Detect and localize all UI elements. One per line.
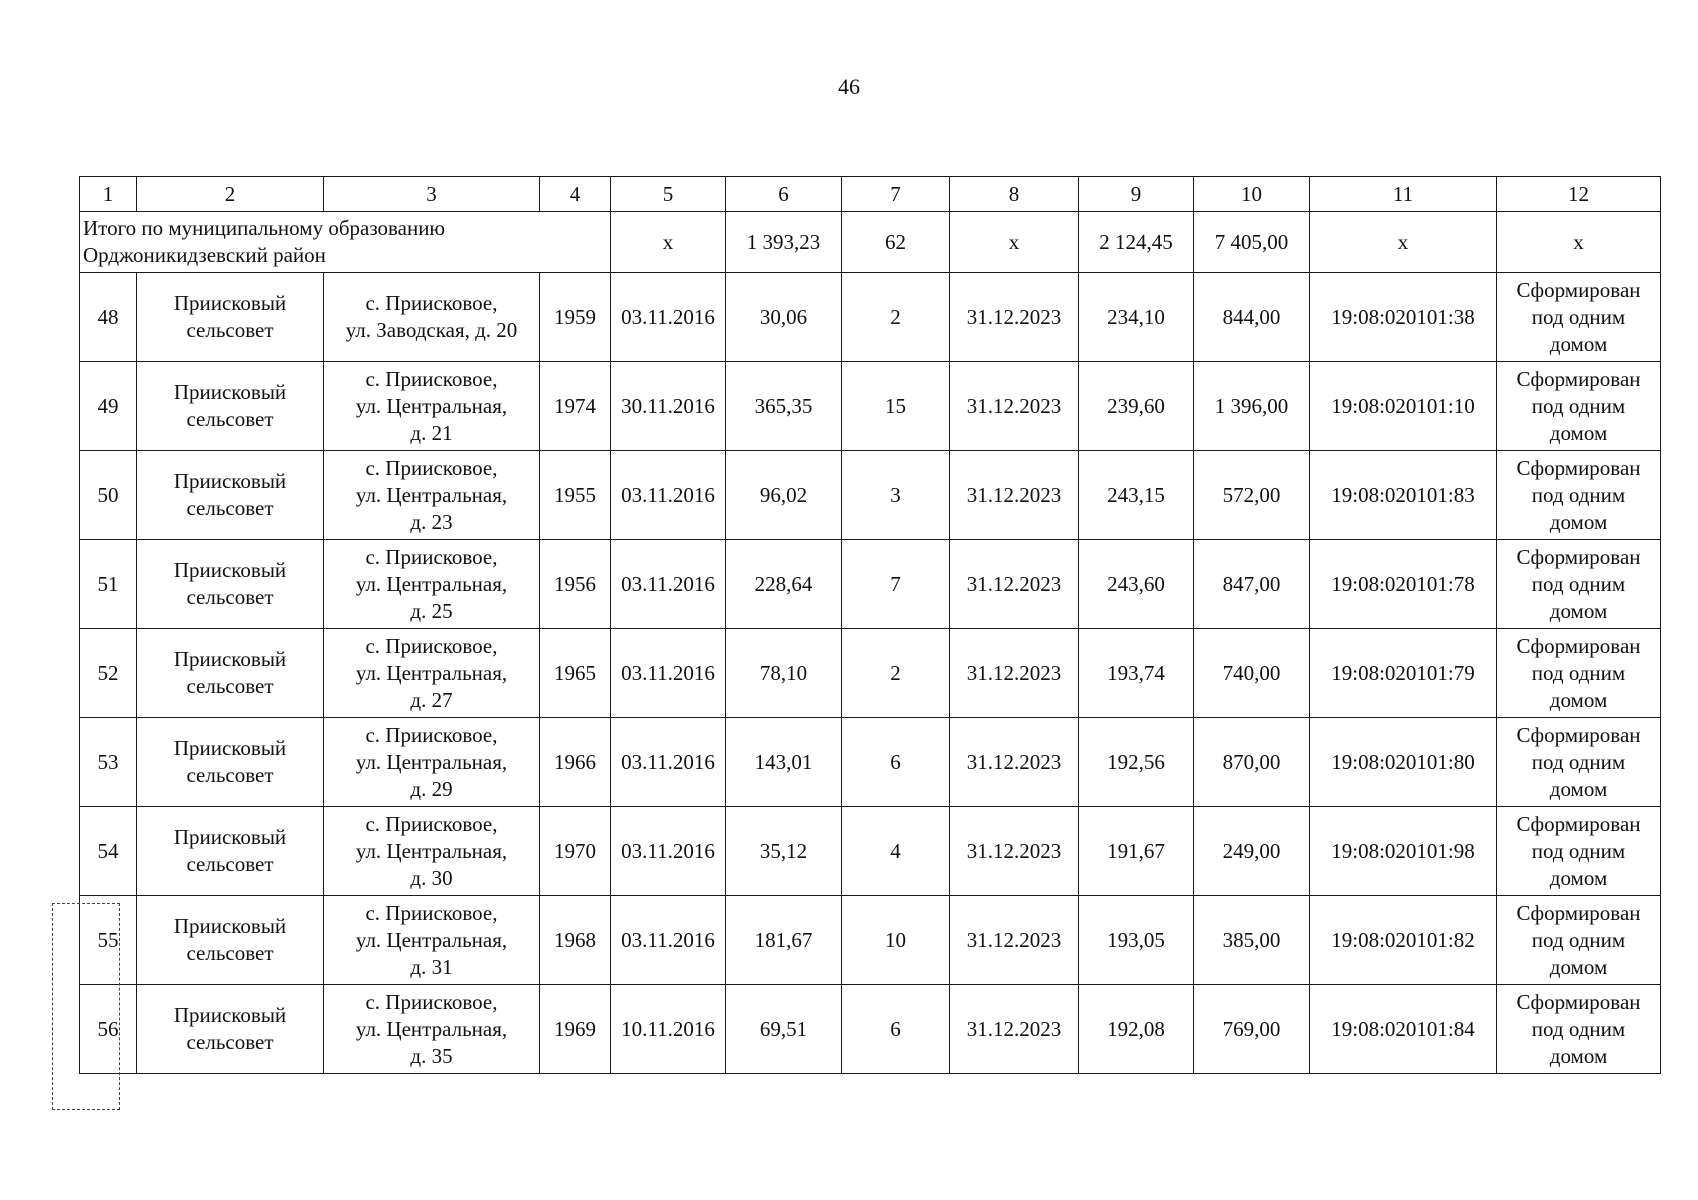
municipality-line: сельсовет [186, 585, 274, 609]
land-status-line: под одним [1531, 304, 1626, 329]
resettlement-deadline: 31.12.2023 [950, 273, 1079, 362]
address [324, 451, 540, 540]
land-status-line: домом [1549, 331, 1608, 356]
building-area: 193,05 [1079, 896, 1194, 985]
year-built: 1955 [540, 451, 611, 540]
table-row [80, 629, 1661, 718]
municipality-line: Приисковый [173, 380, 287, 404]
municipality-line: сельсовет [186, 318, 274, 342]
address-line: с. Приисковое, [365, 900, 498, 925]
column-number: 9 [1079, 177, 1194, 212]
address-line: д. 23 [410, 509, 453, 534]
municipality-line: сельсовет [186, 941, 274, 965]
land-status-line: под одним [1531, 1016, 1626, 1041]
address-line: с. Приисковое, [365, 366, 498, 391]
land-status-line: под одним [1531, 749, 1626, 774]
cadastral-number: 19:08:020101:83 [1310, 451, 1497, 540]
resettled-area: 30,06 [726, 273, 842, 362]
table-row [80, 718, 1661, 807]
recognition-date: 03.11.2016 [611, 807, 726, 896]
total-cell: 1 393,23 [726, 212, 842, 273]
address-line: с. Приисковое, [365, 544, 498, 569]
column-number: 5 [611, 177, 726, 212]
row-number: 52 [80, 629, 137, 718]
municipality [137, 718, 324, 807]
address [324, 362, 540, 451]
municipality-line: Приисковый [173, 291, 287, 315]
resettlement-deadline: 31.12.2023 [950, 896, 1079, 985]
total-cell: 7 405,00 [1194, 212, 1310, 273]
building-area: 192,08 [1079, 985, 1194, 1074]
resettlement-deadline: 31.12.2023 [950, 718, 1079, 807]
municipality-line: сельсовет [186, 674, 274, 698]
column-number-row [80, 177, 1661, 212]
land-area: 844,00 [1194, 273, 1310, 362]
cadastral-number: 19:08:020101:80 [1310, 718, 1497, 807]
address-line: с. Приисковое, [365, 722, 498, 747]
row-number: 54 [80, 807, 137, 896]
address-line: ул. Центральная, [355, 749, 508, 774]
land-status [1497, 540, 1661, 629]
land-status [1497, 362, 1661, 451]
residents-count: 4 [842, 807, 950, 896]
building-area: 191,67 [1079, 807, 1194, 896]
year-built: 1966 [540, 718, 611, 807]
total-label [80, 212, 611, 273]
residents-count: 2 [842, 273, 950, 362]
year-built: 1965 [540, 629, 611, 718]
land-area: 385,00 [1194, 896, 1310, 985]
municipality-line: сельсовет [186, 496, 274, 520]
column-number: 6 [726, 177, 842, 212]
row-number: 53 [80, 718, 137, 807]
municipality-line: Приисковый [173, 647, 287, 671]
column-number: 2 [137, 177, 324, 212]
column-number: 8 [950, 177, 1079, 212]
cadastral-number: 19:08:020101:38 [1310, 273, 1497, 362]
building-area: 243,60 [1079, 540, 1194, 629]
row-number: 56 [80, 985, 137, 1074]
address-line: ул. Центральная, [355, 1016, 508, 1041]
land-status-line: домом [1549, 865, 1608, 890]
resettled-area: 365,35 [726, 362, 842, 451]
land-status-line: Сформирован [1516, 366, 1641, 391]
municipality [137, 629, 324, 718]
row-number: 49 [80, 362, 137, 451]
municipality [137, 451, 324, 540]
municipality-line: Приисковый [173, 1003, 287, 1027]
land-status-line: домом [1549, 954, 1608, 979]
column-number: 4 [540, 177, 611, 212]
land-status [1497, 718, 1661, 807]
residents-count: 3 [842, 451, 950, 540]
total-cell: 2 124,45 [1079, 212, 1194, 273]
building-area: 243,15 [1079, 451, 1194, 540]
land-area: 249,00 [1194, 807, 1310, 896]
land-status-line: Сформирован [1516, 989, 1641, 1014]
land-status [1497, 629, 1661, 718]
recognition-date: 03.11.2016 [611, 629, 726, 718]
row-number: 48 [80, 273, 137, 362]
table-row [80, 985, 1661, 1074]
municipality [137, 985, 324, 1074]
municipality-line: сельсовет [186, 1030, 274, 1054]
address-line: ул. Центральная, [355, 393, 508, 418]
total-label-line: Орджоникидзевский район [83, 243, 326, 267]
page-number: 46 [838, 74, 860, 99]
address-line: д. 27 [410, 687, 453, 712]
column-number: 3 [324, 177, 540, 212]
cadastral-number: 19:08:020101:78 [1310, 540, 1497, 629]
address-line: ул. Центральная, [355, 927, 508, 952]
building-area: 234,10 [1079, 273, 1194, 362]
total-cell: х [1310, 212, 1497, 273]
land-status-line: Сформирован [1516, 277, 1641, 302]
residents-count: 2 [842, 629, 950, 718]
land-area: 847,00 [1194, 540, 1310, 629]
row-number: 55 [80, 896, 137, 985]
address-line: ул. Заводская, д. 20 [345, 318, 518, 342]
year-built: 1969 [540, 985, 611, 1074]
address-line: ул. Центральная, [355, 660, 508, 685]
table-row [80, 273, 1661, 362]
recognition-date: 03.11.2016 [611, 896, 726, 985]
land-status-line: домом [1549, 687, 1608, 712]
residents-count: 15 [842, 362, 950, 451]
cadastral-number: 19:08:020101:98 [1310, 807, 1497, 896]
land-status-line: под одним [1531, 393, 1626, 418]
total-cell: 62 [842, 212, 950, 273]
resettled-area: 181,67 [726, 896, 842, 985]
housing-registry-table [79, 176, 1661, 1074]
recognition-date: 03.11.2016 [611, 273, 726, 362]
land-status-line: домом [1549, 509, 1608, 534]
recognition-date: 03.11.2016 [611, 451, 726, 540]
resettled-area: 96,02 [726, 451, 842, 540]
recognition-date: 03.11.2016 [611, 540, 726, 629]
cadastral-number: 19:08:020101:79 [1310, 629, 1497, 718]
resettlement-deadline: 31.12.2023 [950, 807, 1079, 896]
municipality-line: Приисковый [173, 825, 287, 849]
address-line: с. Приисковое, [365, 291, 498, 315]
land-status [1497, 807, 1661, 896]
column-number: 7 [842, 177, 950, 212]
year-built: 1974 [540, 362, 611, 451]
residents-count: 6 [842, 718, 950, 807]
land-status-line: домом [1549, 420, 1608, 445]
address-line: ул. Центральная, [355, 571, 508, 596]
land-status-line: Сформирован [1516, 455, 1641, 480]
total-cell: х [611, 212, 726, 273]
address [324, 896, 540, 985]
archive-stamp [52, 903, 120, 1110]
address-line: д. 29 [410, 776, 453, 801]
resettled-area: 143,01 [726, 718, 842, 807]
residents-count: 7 [842, 540, 950, 629]
recognition-date: 03.11.2016 [611, 718, 726, 807]
building-area: 192,56 [1079, 718, 1194, 807]
address-line: с. Приисковое, [365, 811, 498, 836]
cadastral-number: 19:08:020101:82 [1310, 896, 1497, 985]
recognition-date: 30.11.2016 [611, 362, 726, 451]
land-status [1497, 273, 1661, 362]
municipality [137, 362, 324, 451]
municipality-line: Приисковый [173, 914, 287, 938]
column-number: 12 [1497, 177, 1661, 212]
building-area: 239,60 [1079, 362, 1194, 451]
table-row [80, 362, 1661, 451]
address [324, 629, 540, 718]
address [324, 540, 540, 629]
year-built: 1968 [540, 896, 611, 985]
municipality [137, 540, 324, 629]
address-line: д. 25 [410, 598, 453, 623]
address [324, 807, 540, 896]
land-status-line: Сформирован [1516, 811, 1641, 836]
land-status-line: под одним [1531, 660, 1626, 685]
residents-count: 6 [842, 985, 950, 1074]
address-line: с. Приисковое, [365, 989, 498, 1014]
year-built: 1956 [540, 540, 611, 629]
municipality-line: Приисковый [173, 469, 287, 493]
resettled-area: 69,51 [726, 985, 842, 1074]
column-number: 11 [1310, 177, 1497, 212]
address-line: д. 31 [410, 954, 453, 979]
residents-count: 10 [842, 896, 950, 985]
resettled-area: 78,10 [726, 629, 842, 718]
municipality-line: Приисковый [173, 736, 287, 760]
municipality-line: сельсовет [186, 763, 274, 787]
total-cell: х [1497, 212, 1661, 273]
total-row [80, 212, 1661, 273]
address-line: ул. Центральная, [355, 482, 508, 507]
land-area: 1 396,00 [1194, 362, 1310, 451]
resettlement-deadline: 31.12.2023 [950, 540, 1079, 629]
address-line: д. 35 [410, 1043, 453, 1068]
land-area: 572,00 [1194, 451, 1310, 540]
municipality [137, 896, 324, 985]
column-number: 1 [80, 177, 137, 212]
land-status-line: под одним [1531, 571, 1626, 596]
land-status-line: под одним [1531, 482, 1626, 507]
column-number: 10 [1194, 177, 1310, 212]
land-status [1497, 896, 1661, 985]
land-status-line: Сформирован [1516, 900, 1641, 925]
land-status [1497, 451, 1661, 540]
recognition-date: 10.11.2016 [611, 985, 726, 1074]
building-area: 193,74 [1079, 629, 1194, 718]
address-line: ул. Центральная, [355, 838, 508, 863]
row-number: 51 [80, 540, 137, 629]
address-line: д. 21 [410, 420, 453, 445]
land-status-line: домом [1549, 598, 1608, 623]
municipality-line: сельсовет [186, 407, 274, 431]
land-status-line: под одним [1531, 838, 1626, 863]
address-line: д. 30 [410, 865, 453, 890]
year-built: 1959 [540, 273, 611, 362]
municipality-line: сельсовет [186, 852, 274, 876]
land-status-line: домом [1549, 1043, 1608, 1068]
land-status-line: домом [1549, 776, 1608, 801]
table-row [80, 896, 1661, 985]
land-status-line: Сформирован [1516, 544, 1641, 569]
table-row [80, 807, 1661, 896]
land-status-line: под одним [1531, 927, 1626, 952]
land-area: 740,00 [1194, 629, 1310, 718]
land-area: 769,00 [1194, 985, 1310, 1074]
land-status [1497, 985, 1661, 1074]
land-area: 870,00 [1194, 718, 1310, 807]
address-line: с. Приисковое, [365, 633, 498, 658]
table-row [80, 540, 1661, 629]
year-built: 1970 [540, 807, 611, 896]
resettlement-deadline: 31.12.2023 [950, 985, 1079, 1074]
resettlement-deadline: 31.12.2023 [950, 362, 1079, 451]
resettlement-deadline: 31.12.2023 [950, 451, 1079, 540]
total-label-line: Итого по муниципальному образованию [83, 216, 446, 240]
land-status-line: Сформирован [1516, 722, 1641, 747]
resettled-area: 35,12 [726, 807, 842, 896]
address-line: с. Приисковое, [365, 455, 498, 480]
address [324, 718, 540, 807]
table-row [80, 451, 1661, 540]
row-number: 50 [80, 451, 137, 540]
land-status-line: Сформирован [1516, 633, 1641, 658]
resettled-area: 228,64 [726, 540, 842, 629]
address [324, 985, 540, 1074]
municipality-line: Приисковый [173, 558, 287, 582]
cadastral-number: 19:08:020101:10 [1310, 362, 1497, 451]
resettlement-deadline: 31.12.2023 [950, 629, 1079, 718]
total-cell: х [950, 212, 1079, 273]
address [324, 273, 540, 362]
cadastral-number: 19:08:020101:84 [1310, 985, 1497, 1074]
municipality [137, 273, 324, 362]
municipality [137, 807, 324, 896]
